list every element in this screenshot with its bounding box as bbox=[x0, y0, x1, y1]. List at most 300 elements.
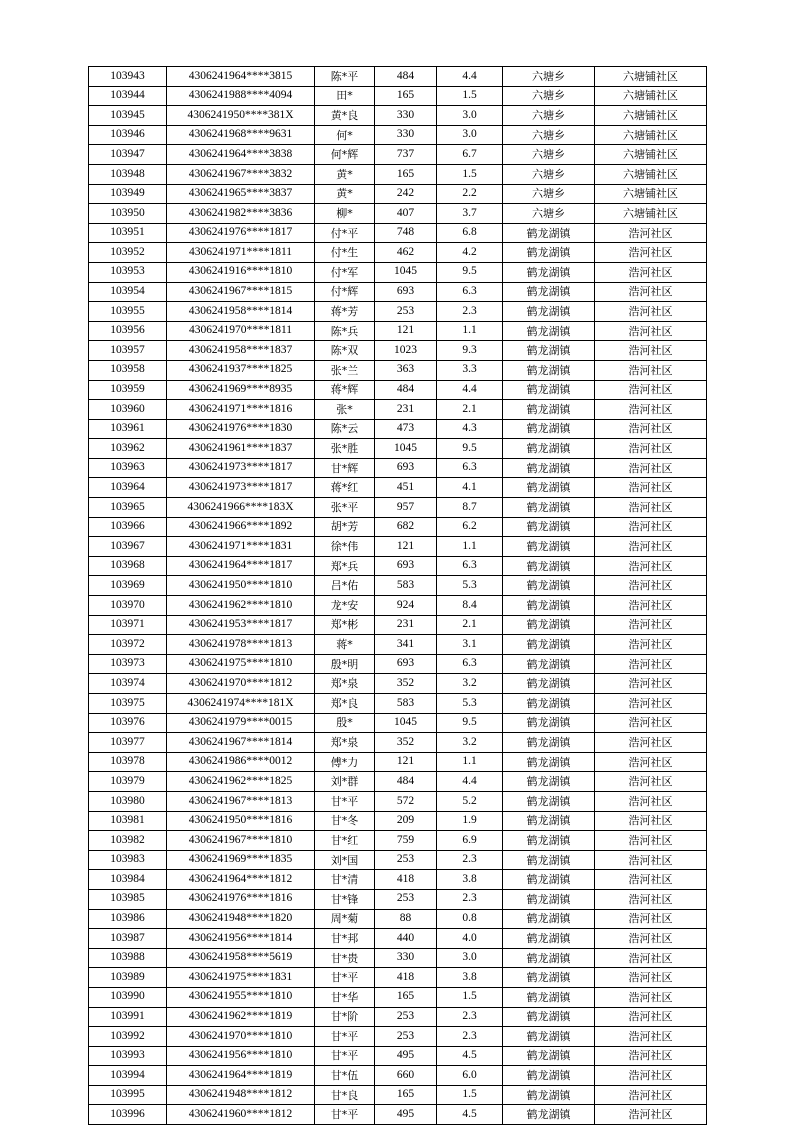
row-id: 103994 bbox=[89, 1066, 167, 1086]
row-id: 103975 bbox=[89, 694, 167, 714]
row-village: 浩河社区 bbox=[595, 772, 707, 792]
row-name: 郑*良 bbox=[315, 694, 375, 714]
row-idcard: 4306241971****1811 bbox=[167, 243, 315, 263]
row-id: 103992 bbox=[89, 1027, 167, 1047]
row-town: 鹤龙湖镇 bbox=[503, 831, 595, 851]
row-idcard: 4306241937****1825 bbox=[167, 360, 315, 380]
row-amount: 473 bbox=[375, 419, 437, 439]
row-id: 103960 bbox=[89, 400, 167, 420]
row-name: 陈*双 bbox=[315, 341, 375, 361]
row-id: 103976 bbox=[89, 713, 167, 733]
table-row bbox=[89, 654, 707, 674]
row-amount: 253 bbox=[375, 302, 437, 322]
row-village: 浩河社区 bbox=[595, 321, 707, 341]
row-amount: 121 bbox=[375, 537, 437, 557]
row-village: 浩河社区 bbox=[595, 850, 707, 870]
row-town: 鹤龙湖镇 bbox=[503, 262, 595, 282]
row-village: 六塘铺社区 bbox=[595, 86, 707, 106]
row-amount: 253 bbox=[375, 1027, 437, 1047]
row-name: 付*辉 bbox=[315, 282, 375, 302]
row-amount: 748 bbox=[375, 223, 437, 243]
row-id: 103945 bbox=[89, 106, 167, 126]
row-name: 刘*国 bbox=[315, 850, 375, 870]
row-village: 浩河社区 bbox=[595, 733, 707, 753]
row-town: 鹤龙湖镇 bbox=[503, 1027, 595, 1047]
row-village: 浩河社区 bbox=[595, 752, 707, 772]
table-row bbox=[89, 1027, 707, 1047]
row-rate: 9.5 bbox=[437, 713, 503, 733]
row-name: 郑*泉 bbox=[315, 733, 375, 753]
row-rate: 6.0 bbox=[437, 1066, 503, 1086]
row-idcard: 4306241950****1810 bbox=[167, 576, 315, 596]
row-idcard: 4306241961****1837 bbox=[167, 439, 315, 459]
row-village: 浩河社区 bbox=[595, 1105, 707, 1125]
row-rate: 6.3 bbox=[437, 282, 503, 302]
row-idcard: 4306241986****0012 bbox=[167, 752, 315, 772]
row-rate: 2.3 bbox=[437, 1027, 503, 1047]
row-rate: 4.5 bbox=[437, 1046, 503, 1066]
row-name: 付*军 bbox=[315, 262, 375, 282]
row-amount: 253 bbox=[375, 889, 437, 909]
row-id: 103982 bbox=[89, 831, 167, 851]
table-row bbox=[89, 67, 707, 87]
row-village: 浩河社区 bbox=[595, 791, 707, 811]
table-row bbox=[89, 929, 707, 949]
row-village: 浩河社区 bbox=[595, 576, 707, 596]
row-village: 浩河社区 bbox=[595, 654, 707, 674]
row-town: 鹤龙湖镇 bbox=[503, 321, 595, 341]
row-rate: 4.5 bbox=[437, 1105, 503, 1125]
row-rate: 3.0 bbox=[437, 948, 503, 968]
row-rate: 2.2 bbox=[437, 184, 503, 204]
row-village: 浩河社区 bbox=[595, 948, 707, 968]
row-town: 鹤龙湖镇 bbox=[503, 674, 595, 694]
row-amount: 418 bbox=[375, 870, 437, 890]
table-body bbox=[89, 67, 707, 1125]
table-row bbox=[89, 948, 707, 968]
row-town: 鹤龙湖镇 bbox=[503, 243, 595, 263]
row-rate: 3.2 bbox=[437, 733, 503, 753]
row-id: 103948 bbox=[89, 164, 167, 184]
row-amount: 88 bbox=[375, 909, 437, 929]
row-name: 甘*辉 bbox=[315, 458, 375, 478]
row-id: 103988 bbox=[89, 948, 167, 968]
row-town: 鹤龙湖镇 bbox=[503, 1046, 595, 1066]
row-village: 浩河社区 bbox=[595, 1085, 707, 1105]
table-row bbox=[89, 1085, 707, 1105]
row-town: 鹤龙湖镇 bbox=[503, 968, 595, 988]
row-name: 龙*安 bbox=[315, 596, 375, 616]
row-idcard: 4306241967****1814 bbox=[167, 733, 315, 753]
row-town: 鹤龙湖镇 bbox=[503, 694, 595, 714]
row-id: 103956 bbox=[89, 321, 167, 341]
row-id: 103981 bbox=[89, 811, 167, 831]
row-rate: 4.0 bbox=[437, 929, 503, 949]
row-id: 103996 bbox=[89, 1105, 167, 1125]
table-row bbox=[89, 86, 707, 106]
row-name: 甘*伍 bbox=[315, 1066, 375, 1086]
table-row bbox=[89, 282, 707, 302]
row-town: 六塘乡 bbox=[503, 86, 595, 106]
row-id: 103952 bbox=[89, 243, 167, 263]
row-id: 103946 bbox=[89, 125, 167, 145]
row-amount: 660 bbox=[375, 1066, 437, 1086]
row-idcard: 4306241973****1817 bbox=[167, 478, 315, 498]
row-village: 浩河社区 bbox=[595, 341, 707, 361]
row-village: 浩河社区 bbox=[595, 811, 707, 831]
row-village: 浩河社区 bbox=[595, 909, 707, 929]
row-id: 103959 bbox=[89, 380, 167, 400]
row-town: 鹤龙湖镇 bbox=[503, 458, 595, 478]
row-rate: 3.2 bbox=[437, 674, 503, 694]
row-name: 张*兰 bbox=[315, 360, 375, 380]
row-amount: 253 bbox=[375, 850, 437, 870]
row-amount: 1045 bbox=[375, 439, 437, 459]
table-row bbox=[89, 1007, 707, 1027]
row-amount: 693 bbox=[375, 556, 437, 576]
row-id: 103953 bbox=[89, 262, 167, 282]
row-rate: 4.4 bbox=[437, 380, 503, 400]
row-idcard: 4306241967****1815 bbox=[167, 282, 315, 302]
table-row bbox=[89, 478, 707, 498]
row-name: 甘*平 bbox=[315, 968, 375, 988]
row-village: 浩河社区 bbox=[595, 517, 707, 537]
row-village: 六塘铺社区 bbox=[595, 164, 707, 184]
row-village: 浩河社区 bbox=[595, 282, 707, 302]
row-name: 殷*明 bbox=[315, 654, 375, 674]
row-idcard: 4306241967****1813 bbox=[167, 791, 315, 811]
table-row bbox=[89, 498, 707, 518]
row-town: 鹤龙湖镇 bbox=[503, 811, 595, 831]
row-idcard: 4306241960****1812 bbox=[167, 1105, 315, 1125]
row-id: 103990 bbox=[89, 987, 167, 1007]
table-row bbox=[89, 145, 707, 165]
row-town: 鹤龙湖镇 bbox=[503, 752, 595, 772]
row-rate: 3.7 bbox=[437, 204, 503, 224]
row-rate: 3.1 bbox=[437, 635, 503, 655]
row-town: 鹤龙湖镇 bbox=[503, 1007, 595, 1027]
row-amount: 693 bbox=[375, 654, 437, 674]
row-id: 103989 bbox=[89, 968, 167, 988]
table-row bbox=[89, 184, 707, 204]
row-town: 鹤龙湖镇 bbox=[503, 517, 595, 537]
row-village: 浩河社区 bbox=[595, 302, 707, 322]
row-idcard: 4306241962****1825 bbox=[167, 772, 315, 792]
row-id: 103966 bbox=[89, 517, 167, 537]
row-amount: 693 bbox=[375, 282, 437, 302]
row-id: 103991 bbox=[89, 1007, 167, 1027]
table-row bbox=[89, 615, 707, 635]
row-id: 103983 bbox=[89, 850, 167, 870]
table-row bbox=[89, 262, 707, 282]
row-name: 陈*兵 bbox=[315, 321, 375, 341]
table-row bbox=[89, 458, 707, 478]
row-idcard: 4306241970****1811 bbox=[167, 321, 315, 341]
row-town: 鹤龙湖镇 bbox=[503, 439, 595, 459]
row-idcard: 4306241982****3836 bbox=[167, 204, 315, 224]
row-rate: 2.1 bbox=[437, 615, 503, 635]
row-town: 鹤龙湖镇 bbox=[503, 537, 595, 557]
row-village: 浩河社区 bbox=[595, 596, 707, 616]
row-idcard: 4306241958****5619 bbox=[167, 948, 315, 968]
table-row bbox=[89, 537, 707, 557]
row-town: 鹤龙湖镇 bbox=[503, 596, 595, 616]
row-rate: 2.1 bbox=[437, 400, 503, 420]
row-town: 鹤龙湖镇 bbox=[503, 282, 595, 302]
row-village: 六塘铺社区 bbox=[595, 204, 707, 224]
table-row bbox=[89, 713, 707, 733]
row-id: 103964 bbox=[89, 478, 167, 498]
row-rate: 3.0 bbox=[437, 106, 503, 126]
row-town: 鹤龙湖镇 bbox=[503, 419, 595, 439]
row-town: 六塘乡 bbox=[503, 164, 595, 184]
row-amount: 352 bbox=[375, 674, 437, 694]
table-row bbox=[89, 870, 707, 890]
row-name: 甘*邦 bbox=[315, 929, 375, 949]
row-name: 蒋*红 bbox=[315, 478, 375, 498]
row-town: 鹤龙湖镇 bbox=[503, 850, 595, 870]
row-amount: 440 bbox=[375, 929, 437, 949]
row-idcard: 4306241962****1819 bbox=[167, 1007, 315, 1027]
row-name: 甘*冬 bbox=[315, 811, 375, 831]
table-row bbox=[89, 439, 707, 459]
row-town: 鹤龙湖镇 bbox=[503, 380, 595, 400]
row-amount: 572 bbox=[375, 791, 437, 811]
row-town: 六塘乡 bbox=[503, 125, 595, 145]
row-idcard: 4306241969****1835 bbox=[167, 850, 315, 870]
row-town: 六塘乡 bbox=[503, 145, 595, 165]
row-rate: 6.2 bbox=[437, 517, 503, 537]
table-row bbox=[89, 968, 707, 988]
row-id: 103944 bbox=[89, 86, 167, 106]
table-row bbox=[89, 850, 707, 870]
table-row bbox=[89, 596, 707, 616]
row-name: 甘*平 bbox=[315, 791, 375, 811]
row-idcard: 4306241916****1810 bbox=[167, 262, 315, 282]
row-idcard: 4306241966****1892 bbox=[167, 517, 315, 537]
row-idcard: 4306241956****1814 bbox=[167, 929, 315, 949]
row-town: 六塘乡 bbox=[503, 184, 595, 204]
row-town: 六塘乡 bbox=[503, 204, 595, 224]
row-name: 张*平 bbox=[315, 498, 375, 518]
row-amount: 418 bbox=[375, 968, 437, 988]
row-amount: 231 bbox=[375, 400, 437, 420]
row-name: 郑*泉 bbox=[315, 674, 375, 694]
row-town: 六塘乡 bbox=[503, 106, 595, 126]
row-amount: 495 bbox=[375, 1046, 437, 1066]
table-row bbox=[89, 556, 707, 576]
row-name: 柳* bbox=[315, 204, 375, 224]
table-row bbox=[89, 1046, 707, 1066]
row-amount: 330 bbox=[375, 948, 437, 968]
row-amount: 759 bbox=[375, 831, 437, 851]
row-rate: 4.4 bbox=[437, 67, 503, 87]
row-town: 鹤龙湖镇 bbox=[503, 772, 595, 792]
row-amount: 253 bbox=[375, 1007, 437, 1027]
table-row bbox=[89, 243, 707, 263]
row-id: 103995 bbox=[89, 1085, 167, 1105]
table-row bbox=[89, 164, 707, 184]
row-rate: 5.2 bbox=[437, 791, 503, 811]
row-name: 徐*伟 bbox=[315, 537, 375, 557]
row-idcard: 4306241956****1810 bbox=[167, 1046, 315, 1066]
row-name: 甘*良 bbox=[315, 1085, 375, 1105]
row-id: 103963 bbox=[89, 458, 167, 478]
row-rate: 6.3 bbox=[437, 458, 503, 478]
row-amount: 407 bbox=[375, 204, 437, 224]
row-rate: 3.8 bbox=[437, 870, 503, 890]
row-village: 六塘铺社区 bbox=[595, 184, 707, 204]
row-village: 浩河社区 bbox=[595, 478, 707, 498]
row-rate: 8.4 bbox=[437, 596, 503, 616]
table-row bbox=[89, 889, 707, 909]
row-town: 鹤龙湖镇 bbox=[503, 987, 595, 1007]
row-amount: 924 bbox=[375, 596, 437, 616]
row-idcard: 4306241962****1810 bbox=[167, 596, 315, 616]
row-amount: 462 bbox=[375, 243, 437, 263]
row-rate: 5.3 bbox=[437, 694, 503, 714]
row-town: 鹤龙湖镇 bbox=[503, 929, 595, 949]
row-village: 浩河社区 bbox=[595, 870, 707, 890]
row-idcard: 4306241965****3837 bbox=[167, 184, 315, 204]
row-name: 陈*平 bbox=[315, 67, 375, 87]
row-idcard: 4306241979****0015 bbox=[167, 713, 315, 733]
table-row bbox=[89, 576, 707, 596]
row-rate: 4.4 bbox=[437, 772, 503, 792]
row-rate: 1.1 bbox=[437, 321, 503, 341]
row-amount: 1045 bbox=[375, 262, 437, 282]
row-idcard: 4306241955****1810 bbox=[167, 987, 315, 1007]
row-town: 鹤龙湖镇 bbox=[503, 1105, 595, 1125]
row-amount: 330 bbox=[375, 106, 437, 126]
row-village: 浩河社区 bbox=[595, 439, 707, 459]
row-town: 鹤龙湖镇 bbox=[503, 478, 595, 498]
row-village: 浩河社区 bbox=[595, 556, 707, 576]
row-name: 甘*锋 bbox=[315, 889, 375, 909]
row-town: 鹤龙湖镇 bbox=[503, 498, 595, 518]
row-town: 鹤龙湖镇 bbox=[503, 576, 595, 596]
row-rate: 1.5 bbox=[437, 1085, 503, 1105]
row-rate: 3.8 bbox=[437, 968, 503, 988]
row-village: 浩河社区 bbox=[595, 537, 707, 557]
table-row bbox=[89, 106, 707, 126]
row-rate: 1.1 bbox=[437, 537, 503, 557]
row-amount: 484 bbox=[375, 772, 437, 792]
row-name: 傅*力 bbox=[315, 752, 375, 772]
row-id: 103950 bbox=[89, 204, 167, 224]
row-rate: 5.3 bbox=[437, 576, 503, 596]
row-village: 浩河社区 bbox=[595, 419, 707, 439]
row-rate: 4.1 bbox=[437, 478, 503, 498]
row-town: 鹤龙湖镇 bbox=[503, 948, 595, 968]
row-idcard: 4306241953****1817 bbox=[167, 615, 315, 635]
row-rate: 1.9 bbox=[437, 811, 503, 831]
row-id: 103979 bbox=[89, 772, 167, 792]
row-name: 付*生 bbox=[315, 243, 375, 263]
row-village: 六塘铺社区 bbox=[595, 145, 707, 165]
row-id: 103985 bbox=[89, 889, 167, 909]
row-town: 鹤龙湖镇 bbox=[503, 1066, 595, 1086]
row-idcard: 4306241958****1814 bbox=[167, 302, 315, 322]
row-id: 103943 bbox=[89, 67, 167, 87]
row-amount: 330 bbox=[375, 125, 437, 145]
row-id: 103962 bbox=[89, 439, 167, 459]
row-name: 甘*平 bbox=[315, 1105, 375, 1125]
table-row bbox=[89, 400, 707, 420]
table-row bbox=[89, 341, 707, 361]
row-id: 103978 bbox=[89, 752, 167, 772]
row-rate: 2.3 bbox=[437, 302, 503, 322]
row-id: 103954 bbox=[89, 282, 167, 302]
row-name: 黄* bbox=[315, 184, 375, 204]
row-idcard: 4306241975****1810 bbox=[167, 654, 315, 674]
row-idcard: 4306241973****1817 bbox=[167, 458, 315, 478]
row-id: 103977 bbox=[89, 733, 167, 753]
row-name: 吕*佑 bbox=[315, 576, 375, 596]
row-town: 鹤龙湖镇 bbox=[503, 733, 595, 753]
table-row bbox=[89, 772, 707, 792]
row-name: 胡*芳 bbox=[315, 517, 375, 537]
row-village: 六塘铺社区 bbox=[595, 125, 707, 145]
row-idcard: 4306241970****1812 bbox=[167, 674, 315, 694]
row-rate: 0.8 bbox=[437, 909, 503, 929]
row-rate: 2.3 bbox=[437, 850, 503, 870]
row-amount: 957 bbox=[375, 498, 437, 518]
row-id: 103951 bbox=[89, 223, 167, 243]
table-row bbox=[89, 380, 707, 400]
row-name: 黄* bbox=[315, 164, 375, 184]
table-row bbox=[89, 360, 707, 380]
row-name: 殷* bbox=[315, 713, 375, 733]
row-village: 浩河社区 bbox=[595, 1007, 707, 1027]
table-row bbox=[89, 223, 707, 243]
row-amount: 583 bbox=[375, 694, 437, 714]
table-row bbox=[89, 419, 707, 439]
row-name: 刘*群 bbox=[315, 772, 375, 792]
row-id: 103967 bbox=[89, 537, 167, 557]
row-idcard: 4306241950****381X bbox=[167, 106, 315, 126]
row-village: 浩河社区 bbox=[595, 889, 707, 909]
row-idcard: 4306241950****1816 bbox=[167, 811, 315, 831]
row-amount: 121 bbox=[375, 752, 437, 772]
row-amount: 231 bbox=[375, 615, 437, 635]
row-id: 103947 bbox=[89, 145, 167, 165]
row-id: 103993 bbox=[89, 1046, 167, 1066]
table-row bbox=[89, 811, 707, 831]
row-id: 103969 bbox=[89, 576, 167, 596]
row-town: 鹤龙湖镇 bbox=[503, 713, 595, 733]
row-name: 黄*良 bbox=[315, 106, 375, 126]
table-row bbox=[89, 752, 707, 772]
row-town: 鹤龙湖镇 bbox=[503, 615, 595, 635]
row-name: 何* bbox=[315, 125, 375, 145]
row-village: 浩河社区 bbox=[595, 458, 707, 478]
row-village: 浩河社区 bbox=[595, 1066, 707, 1086]
row-id: 103973 bbox=[89, 654, 167, 674]
row-name: 付*平 bbox=[315, 223, 375, 243]
row-amount: 1045 bbox=[375, 713, 437, 733]
table-row bbox=[89, 909, 707, 929]
table-row bbox=[89, 987, 707, 1007]
row-amount: 737 bbox=[375, 145, 437, 165]
row-village: 浩河社区 bbox=[595, 831, 707, 851]
row-village: 浩河社区 bbox=[595, 968, 707, 988]
row-amount: 209 bbox=[375, 811, 437, 831]
row-idcard: 4306241971****1831 bbox=[167, 537, 315, 557]
row-id: 103958 bbox=[89, 360, 167, 380]
row-rate: 1.5 bbox=[437, 86, 503, 106]
table-row bbox=[89, 204, 707, 224]
